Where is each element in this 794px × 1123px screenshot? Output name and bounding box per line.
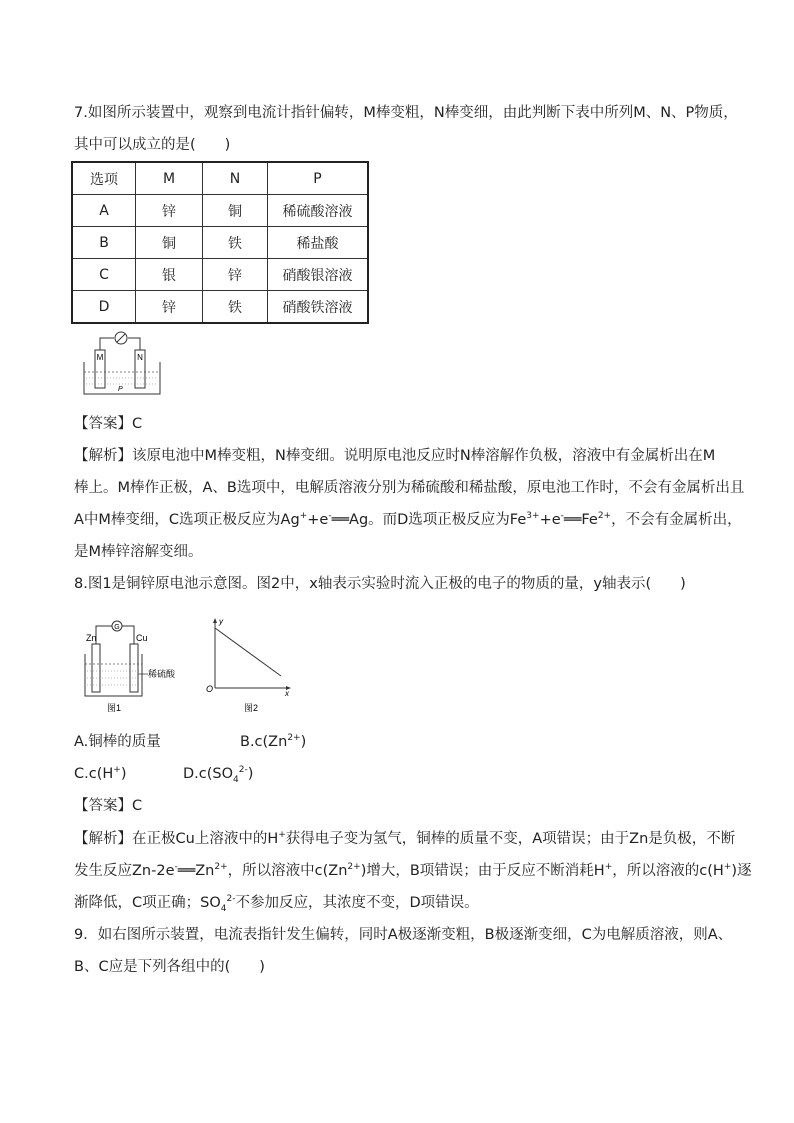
table-header-cell: P [268, 162, 369, 195]
table-cell: 稀硫酸溶液 [268, 195, 369, 227]
table-cell: 锌 [136, 291, 203, 324]
label-m: M [96, 353, 104, 362]
table-cell: 硝酸银溶液 [268, 259, 369, 291]
q8-stem: 8.图1是铜锌原电池示意图。图2中，x轴表示实验时流入正极的电子的物质的量，y轴表示( ) [74, 576, 686, 592]
table-header-cell: M [136, 162, 203, 195]
q8-option-b: $B.c(Zn^{2+})$ [240, 733, 307, 750]
fig1-caption: 图1 [106, 703, 122, 713]
table-row [72, 195, 368, 227]
table-header-cell: 选项 [72, 162, 136, 195]
table-cell: 铁 [203, 227, 268, 259]
label-p: P [118, 386, 123, 393]
label-n: N [137, 353, 143, 362]
table-cell: 硝酸铁溶液 [268, 291, 369, 324]
label-g: G [114, 624, 120, 631]
table-cell: 铜 [136, 227, 203, 259]
q7-analysis-line1: 【解析】该原电池中M棒变粗，N棒变细。说明原电池反应时N棒溶解作负极，溶液中有金属析出在M [74, 448, 716, 464]
q8-answer: 【答案】C [74, 798, 143, 814]
q8-analysis-line3: 渐降低，C项正确；$SO_4^{2-}$不参加反应，其浓度不变，D项错误。 [74, 894, 479, 914]
table-cell: 稀盐酸 [268, 227, 369, 259]
table-cell: 锌 [136, 195, 203, 227]
table-cell: 银 [136, 259, 203, 291]
label-cu: Cu [136, 633, 148, 643]
q8-option-c: C.c(H+) [74, 765, 127, 782]
table-row [72, 259, 368, 291]
q7-analysis-line3: A中M棒变细，C选项正极反应为Ag++e-══Ag。而D选项正极反应为$Fe^{3+}+e^-══Fe^{2+}$，不会有金属析出， [74, 511, 742, 528]
fig2-caption: 图2 [243, 703, 259, 713]
data-line [215, 628, 281, 676]
label-y: y [219, 617, 223, 626]
q8-analysis-line2: 发生反应$Zn-2e^-══Zn^{2+}$，所以溶液中$c(Zn^{2+})$增大，B项错误；由于反应不断消耗H+，所以溶液的c(H+)逐 [74, 862, 752, 879]
table-row [72, 291, 368, 324]
table-row [72, 227, 368, 259]
q7-apparatus-figure [78, 328, 168, 398]
table-cell: D [72, 291, 136, 324]
table-cell: C [72, 259, 136, 291]
q8-option-a: A.铜棒的质量 [74, 734, 161, 750]
q7-stem-line2: 其中可以成立的是( ) [74, 137, 231, 153]
q9-stem-line1: 9．如右图所示装置，电流表指针发生偏转，同时A极逐渐变粗，B极逐渐变细，C为电解质溶液，则A、 [74, 927, 733, 943]
q7-options-table [71, 161, 369, 324]
q8-analysis-line1: 【解析】在正极Cu上溶液中的H+获得电子变为氢气，铜棒的质量不变，A项错误；由于Zn是负极，不断 [74, 830, 736, 847]
table-header-row [72, 162, 368, 195]
label-origin: O [206, 684, 214, 694]
label-acid: 稀硫酸 [148, 669, 176, 679]
q7-answer: 【答案】C [74, 416, 143, 432]
table-cell: B [72, 227, 136, 259]
label-zn: Zn [86, 633, 97, 643]
table-cell: 铜 [203, 195, 268, 227]
table-cell: 锌 [203, 259, 268, 291]
q8-option-d: $D.c(SO_4^{2-})$ [183, 765, 254, 785]
q8-figure2-graph [203, 614, 298, 714]
label-x: x [285, 689, 289, 698]
q9-stem-line2: B、C应是下列各组中的( ) [74, 959, 265, 975]
table-cell: A [72, 195, 136, 227]
electrode-cu [130, 644, 138, 692]
table-cell: 铁 [203, 291, 268, 324]
q7-analysis-line4: 是M棒锌溶解变细。 [74, 544, 203, 560]
q7-analysis-line2: 棒上。M棒作正极，A、B选项中，电解质溶液分别为稀硫酸和稀盐酸，原电池工作时，不会有金属析出且 [74, 480, 745, 496]
q8-figure1-cell [82, 614, 182, 714]
table-header-cell: N [203, 162, 268, 195]
q7-stem-line1: 7.如图所示装置中，观察到电流计指针偏转，M棒变粗，N棒变细，由此判断下表中所列M、N、P物质， [74, 105, 738, 121]
